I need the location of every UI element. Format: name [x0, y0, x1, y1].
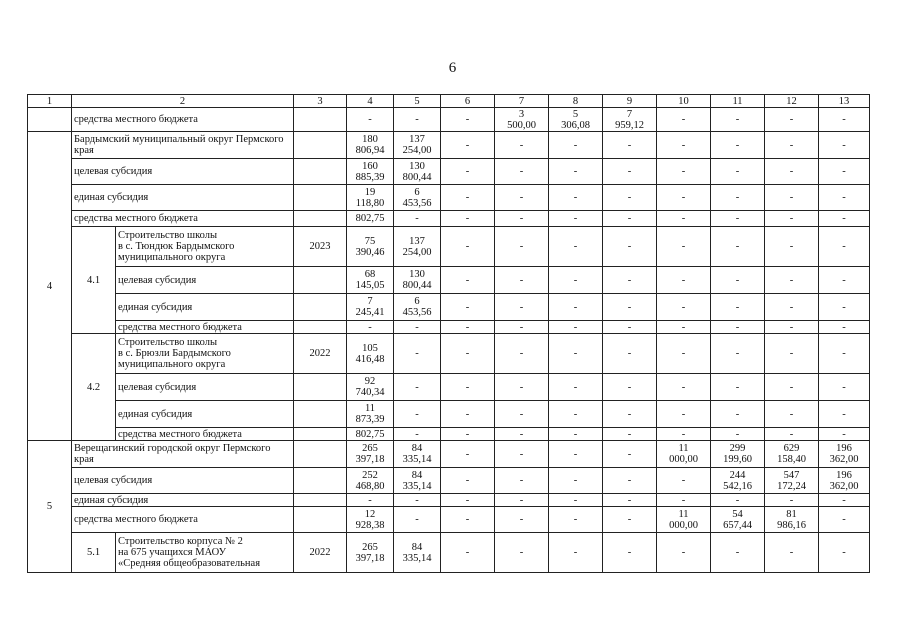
table-row: [28, 507, 870, 533]
value-cell: -: [657, 321, 711, 334]
year-cell: [294, 428, 347, 441]
value-cell: -: [394, 334, 441, 374]
value-cell: -: [549, 441, 603, 468]
year-cell: [294, 267, 347, 294]
value-cell: -: [603, 533, 657, 573]
value-cell: 92 740,34: [347, 374, 394, 401]
value-cell: -: [657, 294, 711, 321]
value-cell: 547 172,24: [765, 468, 819, 494]
value-cell: 54 657,44: [711, 507, 765, 533]
table-row: [28, 468, 870, 494]
budget-table: [27, 94, 870, 573]
value-cell: 3 500,00: [495, 108, 549, 132]
value-cell: -: [549, 494, 603, 507]
year-cell: [294, 108, 347, 132]
row-label: единая субсидия: [72, 185, 294, 211]
column-number: 3: [294, 95, 347, 108]
value-cell: 7 245,41: [347, 294, 394, 321]
value-cell: 12 928,38: [347, 507, 394, 533]
value-cell: -: [603, 468, 657, 494]
value-cell: -: [765, 159, 819, 185]
value-cell: -: [765, 185, 819, 211]
value-cell: -: [765, 108, 819, 132]
value-cell: -: [819, 494, 870, 507]
value-cell: 629 158,40: [765, 441, 819, 468]
value-cell: 6 453,56: [394, 185, 441, 211]
table-row: [28, 374, 870, 401]
value-cell: -: [441, 494, 495, 507]
row-label: целевая субсидия: [72, 159, 294, 185]
value-cell: -: [711, 533, 765, 573]
value-cell: -: [549, 267, 603, 294]
value-cell: 81 986,16: [765, 507, 819, 533]
value-cell: 6 453,56: [394, 294, 441, 321]
value-cell: 11 000,00: [657, 507, 711, 533]
value-cell: -: [603, 159, 657, 185]
value-cell: -: [657, 468, 711, 494]
value-cell: -: [711, 227, 765, 267]
value-cell: 299 199,60: [711, 441, 765, 468]
table-row: [28, 159, 870, 185]
year-cell: 2022: [294, 533, 347, 573]
value-cell: -: [603, 401, 657, 428]
value-cell: -: [603, 494, 657, 507]
value-cell: -: [441, 441, 495, 468]
value-cell: -: [819, 401, 870, 428]
row-label: единая субсидия: [116, 294, 294, 321]
row-label: целевая субсидия: [116, 374, 294, 401]
table-row: [28, 494, 870, 507]
value-cell: -: [495, 334, 549, 374]
value-cell: -: [711, 374, 765, 401]
table-row: [28, 211, 870, 227]
subrow-number-cell: 5.1: [72, 533, 116, 573]
row-label: Строительство школы в с. Брюзли Бардымского муниципального округа: [116, 334, 294, 374]
value-cell: 68 145,05: [347, 267, 394, 294]
value-cell: 252 468,80: [347, 468, 394, 494]
value-cell: -: [657, 374, 711, 401]
year-cell: [294, 294, 347, 321]
value-cell: -: [765, 227, 819, 267]
column-number: 10: [657, 95, 711, 108]
value-cell: -: [765, 428, 819, 441]
value-cell: -: [765, 267, 819, 294]
value-cell: -: [711, 428, 765, 441]
row-label: средства местного бюджета: [116, 321, 294, 334]
value-cell: -: [549, 374, 603, 401]
value-cell: 265 397,18: [347, 533, 394, 573]
column-number: 12: [765, 95, 819, 108]
table-row: [28, 108, 870, 132]
value-cell: -: [819, 334, 870, 374]
table-row: [28, 533, 870, 573]
value-cell: -: [495, 159, 549, 185]
value-cell: -: [495, 441, 549, 468]
value-cell: -: [603, 267, 657, 294]
row-label: средства местного бюджета: [116, 428, 294, 441]
year-cell: [294, 401, 347, 428]
value-cell: -: [347, 494, 394, 507]
value-cell: 7 959,12: [603, 108, 657, 132]
value-cell: -: [603, 294, 657, 321]
value-cell: 84 335,14: [394, 533, 441, 573]
value-cell: -: [495, 494, 549, 507]
value-cell: -: [657, 401, 711, 428]
column-number: 1: [28, 95, 72, 108]
value-cell: 5 306,08: [549, 108, 603, 132]
value-cell: 244 542,16: [711, 468, 765, 494]
table-row: [28, 321, 870, 334]
year-cell: [294, 507, 347, 533]
year-cell: [294, 132, 347, 159]
value-cell: -: [711, 321, 765, 334]
value-cell: -: [549, 321, 603, 334]
value-cell: -: [441, 294, 495, 321]
value-cell: -: [657, 132, 711, 159]
value-cell: -: [819, 159, 870, 185]
row-label: средства местного бюджета: [72, 211, 294, 227]
value-cell: -: [495, 294, 549, 321]
value-cell: -: [819, 507, 870, 533]
value-cell: -: [495, 533, 549, 573]
value-cell: -: [549, 294, 603, 321]
row-number-cell: 5: [28, 441, 72, 573]
value-cell: -: [603, 185, 657, 211]
value-cell: -: [765, 334, 819, 374]
value-cell: 75 390,46: [347, 227, 394, 267]
value-cell: -: [819, 267, 870, 294]
row-label: единая субсидия: [72, 494, 294, 507]
value-cell: -: [549, 211, 603, 227]
value-cell: 160 885,39: [347, 159, 394, 185]
value-cell: -: [441, 533, 495, 573]
value-cell: -: [394, 494, 441, 507]
table-row: [28, 334, 870, 374]
value-cell: -: [441, 374, 495, 401]
table-row: [28, 132, 870, 159]
value-cell: -: [549, 428, 603, 441]
value-cell: -: [657, 227, 711, 267]
value-cell: -: [495, 374, 549, 401]
year-cell: [294, 374, 347, 401]
value-cell: -: [495, 507, 549, 533]
value-cell: -: [711, 267, 765, 294]
column-number: 7: [495, 95, 549, 108]
column-number: 11: [711, 95, 765, 108]
row-label: средства местного бюджета: [72, 507, 294, 533]
value-cell: -: [603, 441, 657, 468]
subrow-number-cell: 4.1: [72, 227, 116, 334]
value-cell: -: [819, 108, 870, 132]
year-cell: [294, 185, 347, 211]
column-number: 4: [347, 95, 394, 108]
value-cell: -: [495, 321, 549, 334]
subrow-number-cell: 4.2: [72, 334, 116, 441]
value-cell: 802,75: [347, 428, 394, 441]
page-number: 6: [448, 60, 457, 76]
value-cell: -: [603, 507, 657, 533]
value-cell: 19 118,80: [347, 185, 394, 211]
value-cell: -: [819, 428, 870, 441]
value-cell: -: [394, 374, 441, 401]
value-cell: -: [819, 294, 870, 321]
value-cell: -: [441, 468, 495, 494]
value-cell: -: [495, 468, 549, 494]
row-label: средства местного бюджета: [72, 108, 294, 132]
table-row: [28, 267, 870, 294]
value-cell: -: [657, 428, 711, 441]
value-cell: -: [394, 507, 441, 533]
value-cell: -: [657, 159, 711, 185]
value-cell: -: [711, 494, 765, 507]
value-cell: -: [657, 108, 711, 132]
year-cell: 2023: [294, 227, 347, 267]
value-cell: 11 000,00: [657, 441, 711, 468]
value-cell: -: [711, 185, 765, 211]
value-cell: -: [819, 132, 870, 159]
table-row: [28, 294, 870, 321]
value-cell: -: [711, 211, 765, 227]
value-cell: -: [394, 428, 441, 441]
value-cell: -: [495, 428, 549, 441]
value-cell: -: [549, 468, 603, 494]
value-cell: 137 254,00: [394, 132, 441, 159]
value-cell: -: [711, 159, 765, 185]
value-cell: -: [819, 185, 870, 211]
value-cell: -: [819, 227, 870, 267]
value-cell: -: [549, 507, 603, 533]
value-cell: -: [603, 227, 657, 267]
value-cell: -: [441, 334, 495, 374]
column-number: 9: [603, 95, 657, 108]
value-cell: -: [441, 227, 495, 267]
value-cell: 180 806,94: [347, 132, 394, 159]
value-cell: -: [394, 211, 441, 227]
value-cell: -: [657, 211, 711, 227]
value-cell: -: [819, 533, 870, 573]
value-cell: -: [549, 227, 603, 267]
value-cell: -: [441, 507, 495, 533]
row-label: целевая субсидия: [116, 267, 294, 294]
value-cell: -: [495, 211, 549, 227]
value-cell: -: [603, 211, 657, 227]
row-label: Бардымский муниципальный округ Пермского края: [72, 132, 294, 159]
value-cell: -: [394, 321, 441, 334]
value-cell: 802,75: [347, 211, 394, 227]
value-cell: -: [765, 132, 819, 159]
value-cell: -: [765, 401, 819, 428]
value-cell: -: [711, 108, 765, 132]
row-label: Строительство корпуса № 2 на 675 учащихся МАОУ «Средняя общеобразовательная: [116, 533, 294, 573]
value-cell: -: [441, 132, 495, 159]
value-cell: 84 335,14: [394, 468, 441, 494]
value-cell: -: [765, 211, 819, 227]
value-cell: -: [765, 494, 819, 507]
year-cell: [294, 159, 347, 185]
value-cell: 196 362,00: [819, 441, 870, 468]
value-cell: -: [657, 267, 711, 294]
column-number: 6: [441, 95, 495, 108]
value-cell: -: [711, 334, 765, 374]
column-number: 2: [72, 95, 294, 108]
value-cell: 11 873,39: [347, 401, 394, 428]
year-cell: [294, 211, 347, 227]
value-cell: -: [549, 401, 603, 428]
value-cell: -: [549, 185, 603, 211]
value-cell: -: [819, 374, 870, 401]
value-cell: -: [347, 321, 394, 334]
value-cell: -: [495, 401, 549, 428]
column-number: 5: [394, 95, 441, 108]
table-row: [28, 227, 870, 267]
value-cell: -: [441, 211, 495, 227]
value-cell: 137 254,00: [394, 227, 441, 267]
table-row: [28, 401, 870, 428]
table-row: [28, 185, 870, 211]
value-cell: -: [495, 227, 549, 267]
value-cell: -: [657, 334, 711, 374]
value-cell: -: [441, 108, 495, 132]
table-row: [28, 428, 870, 441]
value-cell: -: [441, 159, 495, 185]
value-cell: -: [549, 159, 603, 185]
value-cell: -: [765, 374, 819, 401]
value-cell: 84 335,14: [394, 441, 441, 468]
value-cell: -: [441, 401, 495, 428]
value-cell: -: [394, 108, 441, 132]
value-cell: -: [495, 132, 549, 159]
value-cell: 265 397,18: [347, 441, 394, 468]
row-label: Строительство школы в с. Тюндюк Бардымского муниципального округа: [116, 227, 294, 267]
value-cell: -: [603, 334, 657, 374]
year-cell: 2022: [294, 334, 347, 374]
year-cell: [294, 494, 347, 507]
value-cell: -: [657, 533, 711, 573]
value-cell: -: [347, 108, 394, 132]
value-cell: -: [394, 401, 441, 428]
value-cell: -: [603, 428, 657, 441]
value-cell: -: [711, 132, 765, 159]
year-cell: [294, 321, 347, 334]
table-row: [28, 441, 870, 468]
year-cell: [294, 441, 347, 468]
value-cell: -: [441, 321, 495, 334]
row-label: единая субсидия: [116, 401, 294, 428]
value-cell: -: [711, 401, 765, 428]
value-cell: -: [549, 334, 603, 374]
row-label: целевая субсидия: [72, 468, 294, 494]
value-cell: -: [657, 185, 711, 211]
value-cell: -: [765, 533, 819, 573]
value-cell: 130 800,44: [394, 267, 441, 294]
table-row: [28, 95, 870, 108]
value-cell: -: [495, 267, 549, 294]
value-cell: -: [603, 374, 657, 401]
row-number-cell: 4: [28, 132, 72, 441]
value-cell: -: [819, 211, 870, 227]
value-cell: -: [657, 494, 711, 507]
row-label: Верещагинский городской округ Пермского края: [72, 441, 294, 468]
value-cell: -: [765, 321, 819, 334]
value-cell: -: [765, 294, 819, 321]
value-cell: -: [549, 132, 603, 159]
value-cell: -: [711, 294, 765, 321]
value-cell: -: [441, 185, 495, 211]
value-cell: 196 362,00: [819, 468, 870, 494]
value-cell: -: [549, 533, 603, 573]
value-cell: 105 416,48: [347, 334, 394, 374]
value-cell: -: [819, 321, 870, 334]
value-cell: 130 800,44: [394, 159, 441, 185]
value-cell: -: [441, 428, 495, 441]
year-cell: [294, 468, 347, 494]
value-cell: -: [603, 321, 657, 334]
column-number: 13: [819, 95, 870, 108]
value-cell: -: [603, 132, 657, 159]
value-cell: -: [441, 267, 495, 294]
row-number-cell: [28, 108, 72, 132]
value-cell: -: [495, 185, 549, 211]
column-number: 8: [549, 95, 603, 108]
